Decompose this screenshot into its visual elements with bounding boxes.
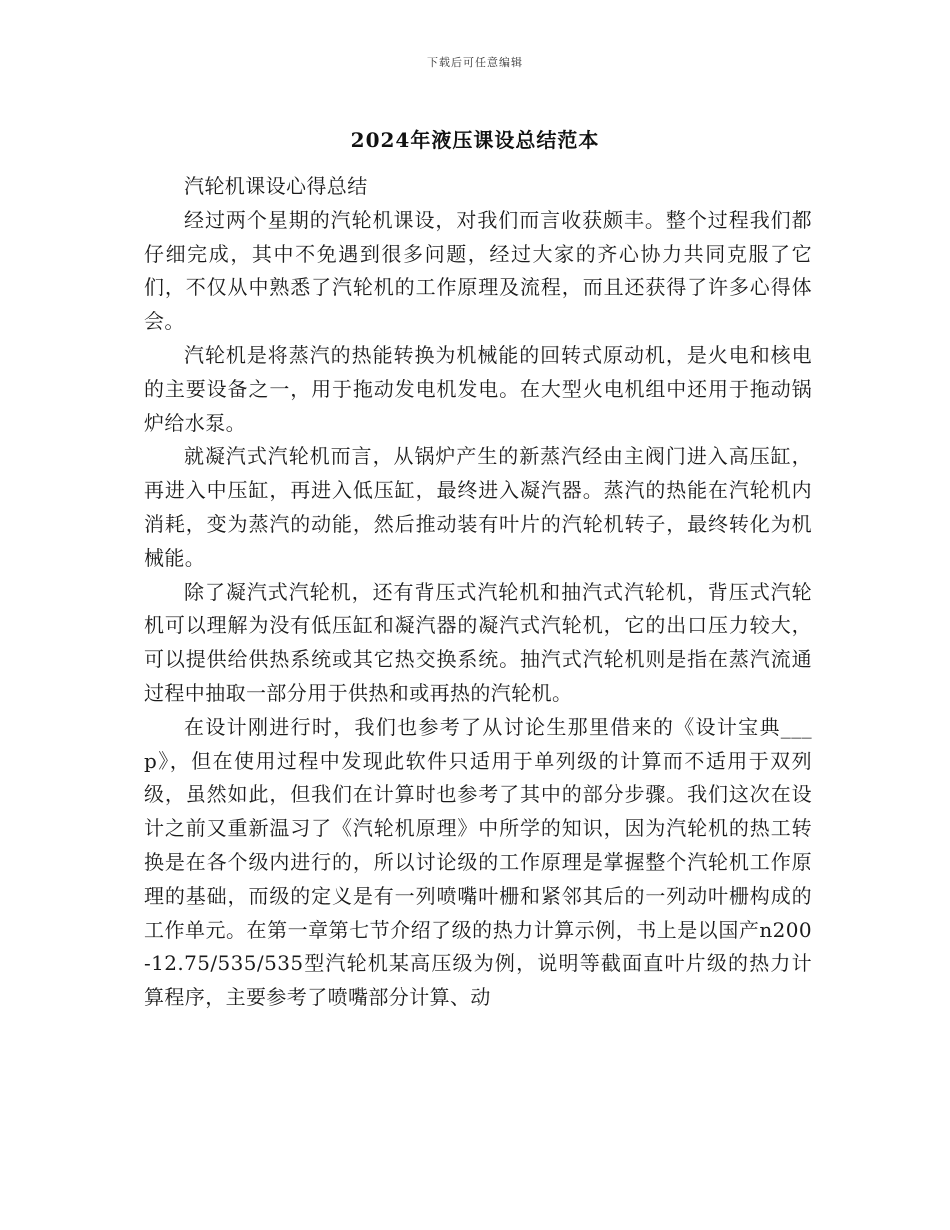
document-body <box>144 170 812 1015</box>
document-title: 2024年液压课设总结范本 <box>350 128 600 152</box>
section-subtitle: 汽轮机课设心得总结 <box>184 174 368 198</box>
paragraph-2: 汽轮机是将蒸汽的热能转换为机械能的回转式原动机，是火电和核电的主要设备之一，用于拖动发电机发电。在大型火电机组中还用于拖动锅炉给水泵。 <box>144 342 812 435</box>
paragraph-1: 经过两个星期的汽轮机课设，对我们而言收获颇丰。整个过程我们都仔细完成，其中不免遇到很多问题，经过大家的齐心协力共同克服了它们，不仅从中熟悉了汽轮机的工作原理及流程，而且还获得了许多心得体会。 <box>144 207 812 334</box>
header-note: 下载后可任意编辑 <box>427 56 523 69</box>
paragraph-5: 在设计刚进行时，我们也参考了从讨论生那里借来的《设计宝典___p》，但在使用过程中发现此软件只适用于单列级的计算而不适用于双列级，虽然如此，但我们在计算时也参考了其中的部分步骤。我们这次在设计之前又重新温习了《汽轮机原理》中所学的知识，因为汽轮机的热工转换是在各个级内进行的，所以讨论级的工作原理是掌握整个汽轮机工作原理的基础，而级的定义是有一列喷嘴叶栅和紧邻其后的一列动叶栅构成的工作单元。在第一章第七节介绍了级的热力计算示例，书上是以国产n200-12.75/535/535型汽轮机某高压级为例，说明等截面直叶片级的热力计算程序，主要参考了喷嘴部分计算、动 <box>144 714 812 1010</box>
paragraph-4: 除了凝汽式汽轮机，还有背压式汽轮机和抽汽式汽轮机，背压式汽轮机可以理解为没有低压缸和凝汽器的凝汽式汽轮机，它的出口压力较大，可以提供给供热系统或其它热交换系统。抽汽式汽轮机则是指在蒸汽流通过程中抽取一部分用于供热和或再热的汽轮机。 <box>144 579 812 705</box>
paragraph-3: 就凝汽式汽轮机而言，从锅炉产生的新蒸汽经由主阀门进入高压缸，再进入中压缸，再进入低压缸，最终进入凝汽器。蒸汽的热能在汽轮机内消耗，变为蒸汽的动能，然后推动装有叶片的汽轮机转子，最终转化为机械能。 <box>144 444 812 570</box>
